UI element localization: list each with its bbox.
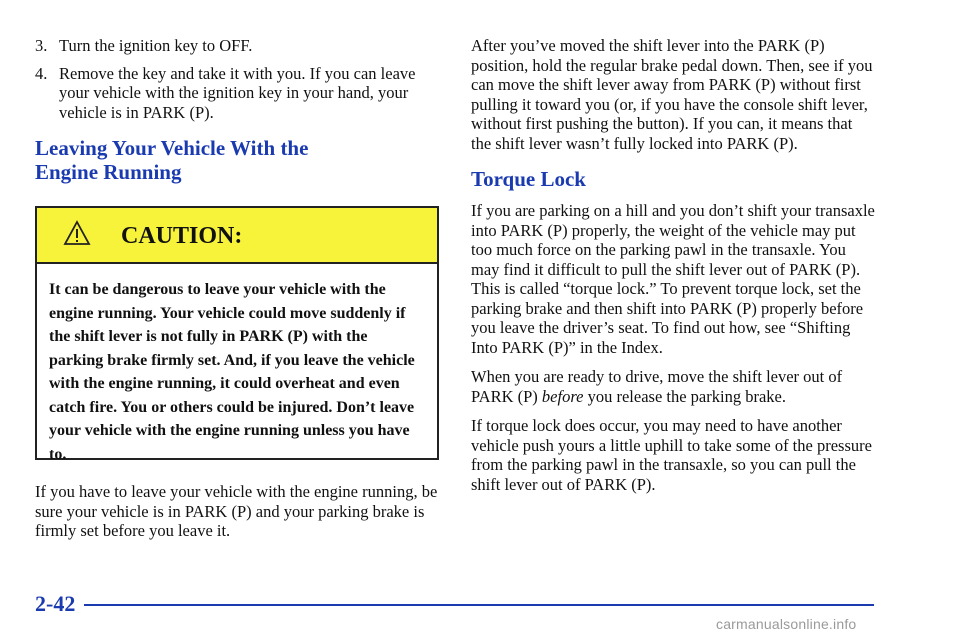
- step-number: 4.: [35, 63, 48, 83]
- caution-title: CAUTION:: [121, 223, 243, 249]
- step-text: Remove the key and take it with you. If you can leave your vehicle with the ignition key in your hand, your vehicle is in PARK (P).: [59, 63, 416, 122]
- closing-paragraph: If you have to leave your vehicle with the engine running, be sure your vehicle is in PARK (P) and your parking brake is firmly set before you leave it.: [35, 482, 438, 540]
- torque-lock-paragraph-3: If torque lock does occur, you may need to have another vehicle push yours a little uphill to take some of the pressure from the parking pawl in the transaxle, so you can pull the shift lever out of PARK (P).: [471, 416, 872, 494]
- torque-lock-paragraph-2: [471, 367, 876, 406]
- step-text: Turn the ignition key to OFF.: [59, 36, 253, 55]
- section-heading-engine-running: Leaving Your Vehicle With the Engine Running: [35, 136, 309, 184]
- section-heading-torque-lock: Torque Lock: [471, 167, 586, 191]
- right-column: [471, 36, 876, 504]
- caution-body: It can be dangerous to leave your vehicle with the engine running. Your vehicle could move suddenly if the shift lever is not fully in PARK (P) with the parking brake firmly set. And, if you leave the vehicle with the engine running, it could overheat and even catch fire. You or others could be injured. Don’t leave your vehicle with the engine running unless you have to.: [49, 281, 415, 463]
- caution-header: [37, 208, 437, 264]
- step-3: [35, 36, 443, 56]
- text-span: When you are ready to drive, move the shift lever out of PARK (P): [471, 367, 843, 406]
- footer-rule: [84, 604, 874, 606]
- emphasis-text: before: [541, 386, 584, 406]
- caution-box: [35, 206, 439, 463]
- torque-lock-paragraph-1: If you are parking on a hill and you don’t shift your transaxle into PARK (P) properly, the weight of the vehicle may put too much force on the parking pawl in the transaxle. You may find it difficult to pull the shift lever out of PARK (P). This is called “torque lock.” To prevent torque lock, set the parking brake and then shift into PARK (P) properly before you leave the driver’s seat. To find out how, see “Shifting Into PARK (P)” in the Index.: [471, 201, 875, 357]
- page-number: 2-42: [35, 591, 76, 616]
- left-column: [35, 36, 443, 551]
- step-number: 3.: [35, 36, 48, 55]
- warning-triangle-icon: [63, 220, 91, 246]
- text-span: you release the parking brake.: [583, 386, 786, 406]
- watermark: carmanualsonline.info: [716, 616, 857, 632]
- intro-paragraph: After you’ve moved the shift lever into the PARK (P) position, hold the regular brake pedal down. Then, see if you can move the shift lever away from PARK (P) without first pulling it toward you (or, if you have the console shift lever, without first pushing the button). If you can, it means that the shift lever wasn’t fully locked into PARK (P).: [471, 36, 873, 153]
- step-4: [35, 64, 443, 123]
